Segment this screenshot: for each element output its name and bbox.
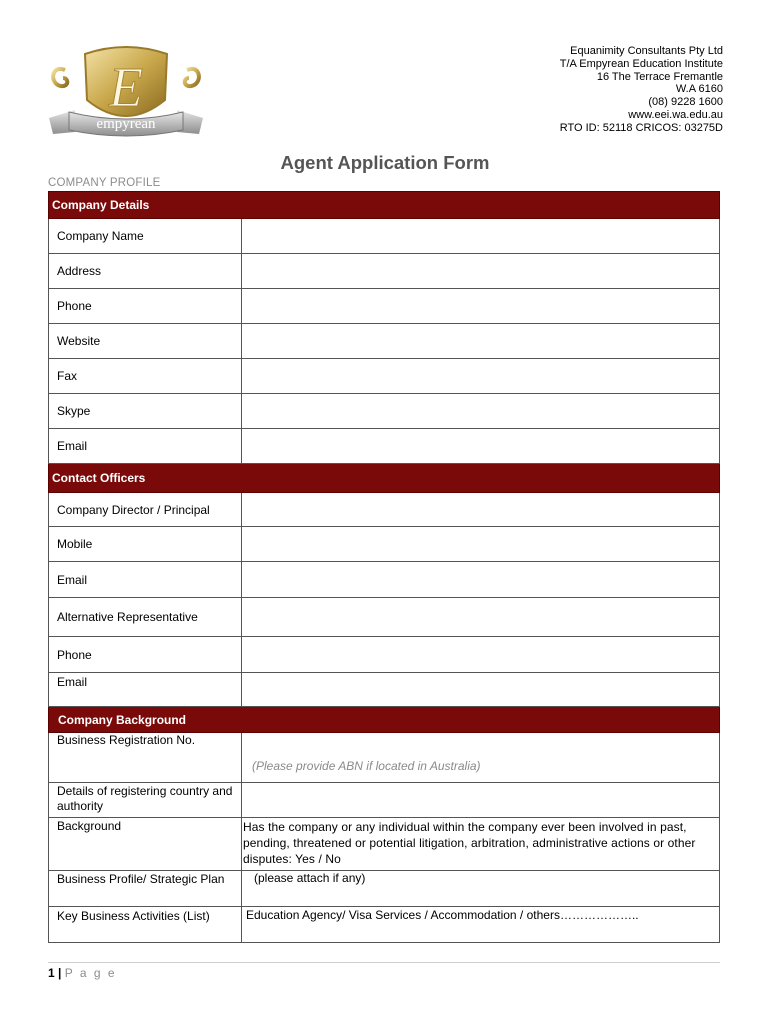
registration-field[interactable] [242,733,720,783]
application-form-table [48,191,720,943]
org-line: www.eei.wa.edu.au [628,108,723,121]
field-label: Phone [49,637,242,673]
org-line: RTO ID: 52118 CRICOS: 03275D [559,121,723,134]
officer-phone-field[interactable] [242,637,720,673]
field-label: Business Registration No. [49,733,242,783]
section-company-background [49,707,720,733]
field-label: Details of registering country and authority [49,783,242,818]
field-label: Background [49,818,242,871]
logo-word: empyrean [96,116,156,132]
field-label: Email [49,562,242,598]
attach-note: (please attach if any) [254,871,366,885]
alt-representative-field[interactable] [242,598,720,637]
org-line: W.A 6160 [675,83,723,96]
abn-hint: (Please provide ABN if located in Australia) [252,759,481,773]
page-number: 1 [48,966,55,980]
field-label: Address [49,254,242,289]
section-heading: Company Background [49,707,720,733]
officer-email-field[interactable] [242,562,720,598]
registering-authority-field[interactable] [242,783,720,818]
section-company-details [49,192,720,219]
footer-divider [48,962,720,963]
fax-field[interactable] [242,359,720,394]
page-footer [48,966,117,980]
website-field[interactable] [242,324,720,359]
business-profile-field[interactable] [242,871,720,907]
field-label: Company Name [49,219,242,254]
mobile-field[interactable] [242,527,720,562]
empyrean-logo [45,40,207,138]
field-label: Skype [49,394,242,429]
director-field[interactable] [242,493,720,527]
field-label: Website [49,324,242,359]
skype-field[interactable] [242,394,720,429]
activities-text: Education Agency/ Visa Services / Accommodation / others……………….. [246,908,639,922]
org-line: T/A Empyrean Education Institute [559,57,723,70]
key-activities-field[interactable] [242,907,720,943]
field-label: Business Profile/ Strategic Plan [49,871,242,907]
logo-letter: E [108,57,144,119]
field-label: Company Director / Principal [49,493,242,527]
phone-field[interactable] [242,289,720,324]
org-line: 16 The Terrace Fremantle [596,70,723,83]
litigation-question: Has the company or any individual within the company ever been involved in past, pending, threatened or potential litigation, arbitration, administrative actions or other disputes: Yes / No [243,820,696,866]
form-title [0,152,770,174]
page-separator: | [58,966,62,980]
field-label: Mobile [49,527,242,562]
org-address-block [560,45,723,135]
company-name-field[interactable] [242,219,720,254]
background-field[interactable] [242,818,720,871]
field-label: Fax [49,359,242,394]
field-label: Email [49,429,242,464]
org-line: (08) 9228 1600 [648,96,723,109]
page-label: P a g e [64,966,117,980]
section-heading: Company Details [49,192,720,219]
form-title-text: Agent Application Form [280,152,490,173]
section-heading: Contact Officers [49,464,720,493]
org-line: Equanimity Consultants Pty Ltd [570,45,723,57]
field-label: Alternative Representative [49,598,242,637]
address-field[interactable] [242,254,720,289]
field-label: Phone [49,289,242,324]
field-label: Email [49,673,242,707]
officer-email-2-field[interactable] [242,673,720,707]
field-label: Key Business Activities (List) [49,907,242,943]
email-field[interactable] [242,429,720,464]
section-contact-officers [49,464,720,493]
company-profile-label: COMPANY PROFILE [48,177,161,189]
